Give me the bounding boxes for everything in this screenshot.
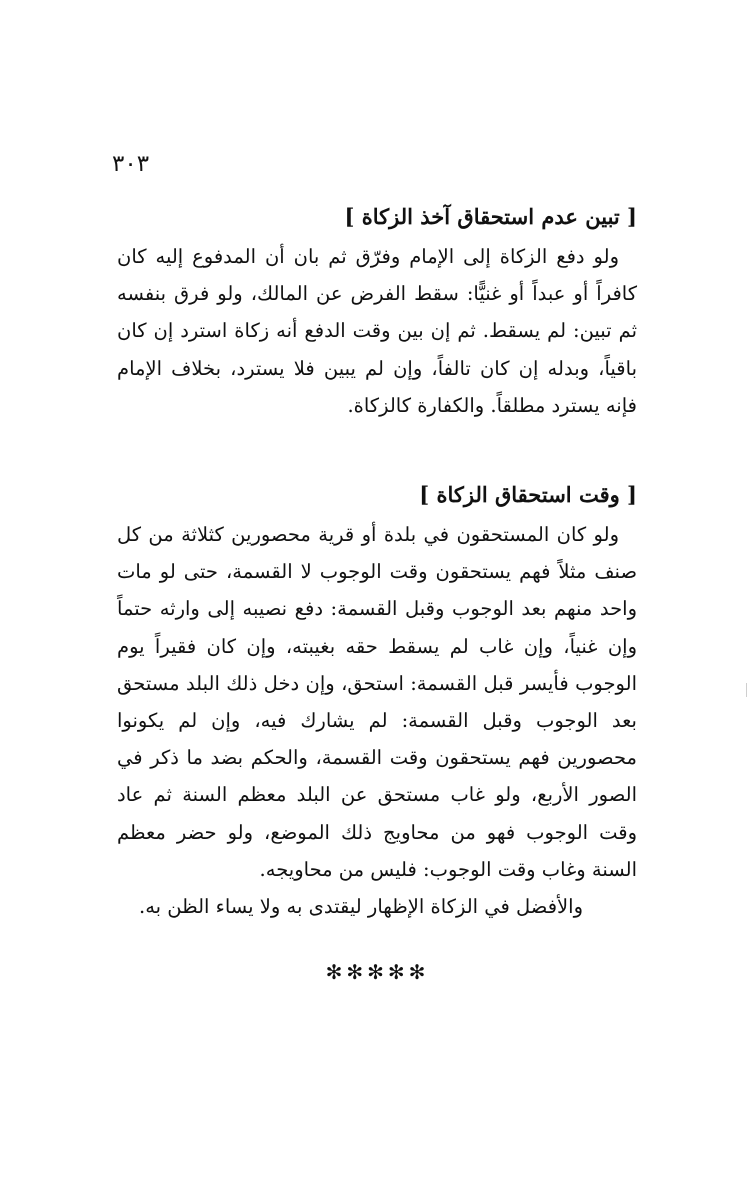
page-number: ٣٠٣ [112, 151, 150, 177]
section-closing-paragraph: والأفضل في الزكاة الإظهار ليقتدى به ولا يساء الظن به. [139, 895, 583, 919]
section-zakat-entitlement-time [117, 478, 637, 925]
margin-mark [746, 683, 755, 697]
section-separator: ✻✻✻✻✻ [325, 960, 430, 984]
section-zakat-recipient-ineligible [117, 200, 637, 424]
section-paragraph: ولو كان المستحقون في بلدة أو قرية محصورين كثلاثة من كل صنف مثلاً فهم يستحقون وقت الوجوب لا القسمة، حتى لو مات واحد منهم بعد الوجوب وقبل القسمة: دفع نصيبه إلى وارثه حتماً وإن غنياً، وإن غاب لم يسقط حقه بغيبته، وإن كان فقيراً يوم الوجوب فأيسر قبل القسمة: استحق، وإن دخل ذلك البلد مستحق بعد الوجوب وقبل القسمة: لم يشارك فيه، وإن لم يكونوا محصورين فهم يستحقون وقت القسمة، والحكم بضد ما ذكر في الصور الأربع، ولو غاب مستحق عن البلد معظم السنة ثم عاد وقت الوجوب فهو من محاويج ذلك الموضع، ولو حضر معظم السنة وغاب وقت الوجوب: فليس من محاويجه. [117, 523, 637, 881]
section-heading: [ تبين عدم استحقاق آخذ الزكاة ] [344, 204, 637, 229]
section-paragraph: ولو دفع الزكاة إلى الإمام وفرّق ثم بان أن المدفوع إليه كان كافراً أو عبداً أو غنيًّا: سقط الفرض عن المالك، ولو فرق بنفسه ثم تبين: لم يسقط. ثم إن بين وقت الدفع أنه زكاة استرد إن كان باقياً، وبدله إن كان تالفاً، وإن لم يبين فلا يسترد، بخلاف الإمام فإنه يسترد مطلقاً. والكفارة كالزكاة. [117, 245, 637, 417]
section-heading: [ وقت استحقاق الزكاة ] [419, 482, 637, 507]
